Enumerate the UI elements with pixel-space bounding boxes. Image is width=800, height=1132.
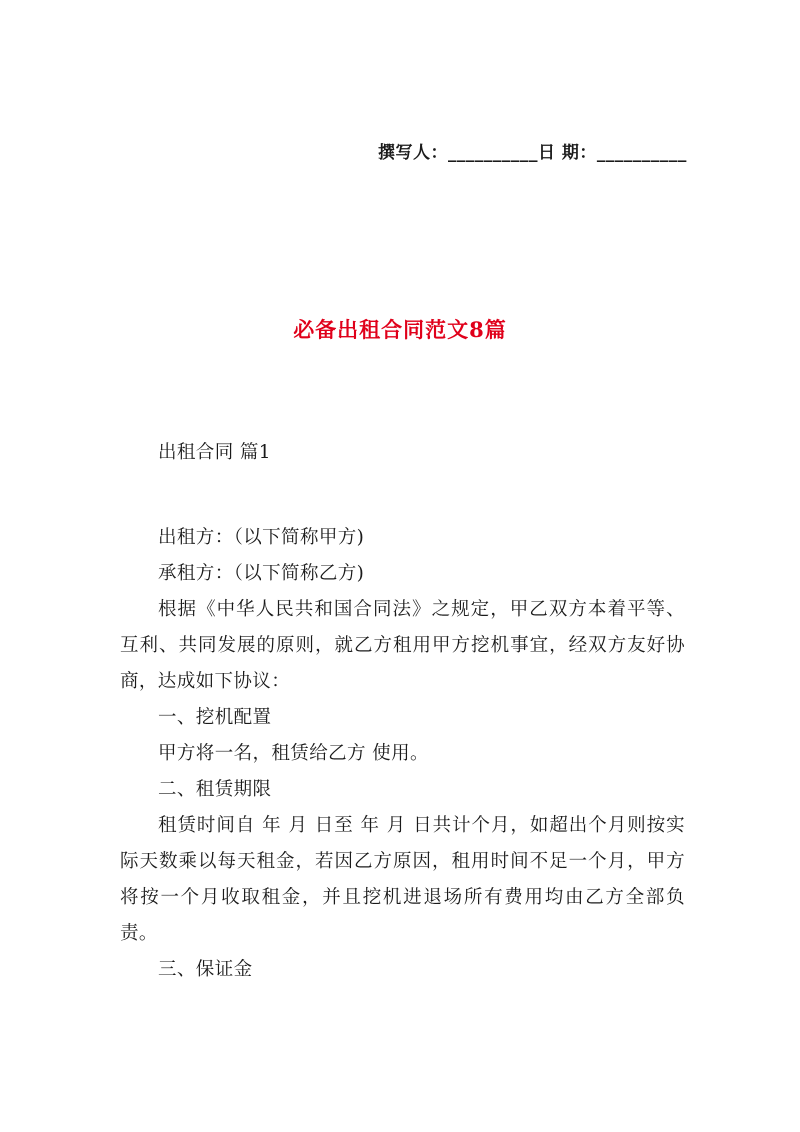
clause-heading-3: 三、保证金 xyxy=(158,959,253,980)
preamble-paragraph: 根据《中华人民共和国合同法》之规定，甲乙双方本着平等、互利、共同发展的原则，就乙方租用甲方挖机事宜，经双方友好协商，达成如下协议： xyxy=(120,599,685,692)
author-date-line xyxy=(378,138,687,163)
author-label: 撰写人： xyxy=(378,143,448,163)
date-label: 日 期： xyxy=(538,143,597,163)
lessee-line: 承租方：（以下简称乙方) xyxy=(158,563,365,584)
lessor-line: 出租方：（以下简称甲方) xyxy=(158,527,365,548)
clause-heading-2: 二、租赁期限 xyxy=(158,779,272,800)
document-title: 必备出租合同范文8篇 xyxy=(293,317,507,342)
clause-1-text: 甲方将一名，租赁给乙方 使用。 xyxy=(158,743,429,764)
clause-heading-1: 一、挖机配置 xyxy=(158,707,272,728)
clause-2-text: 租赁时间自 年 月 日至 年 月 日共计个月，如超出个月则按实际天数乘以每天租金，若因乙方原因，租用时间不足一个月，甲方将按一个月收取租金，并且挖机进退场所有费用均由乙方全部负责。 xyxy=(120,815,685,944)
document-body xyxy=(120,520,685,988)
section-heading: 出租合同 篇1 xyxy=(158,442,271,463)
date-blank: __________ xyxy=(596,143,687,163)
author-blank: __________ xyxy=(448,143,538,163)
